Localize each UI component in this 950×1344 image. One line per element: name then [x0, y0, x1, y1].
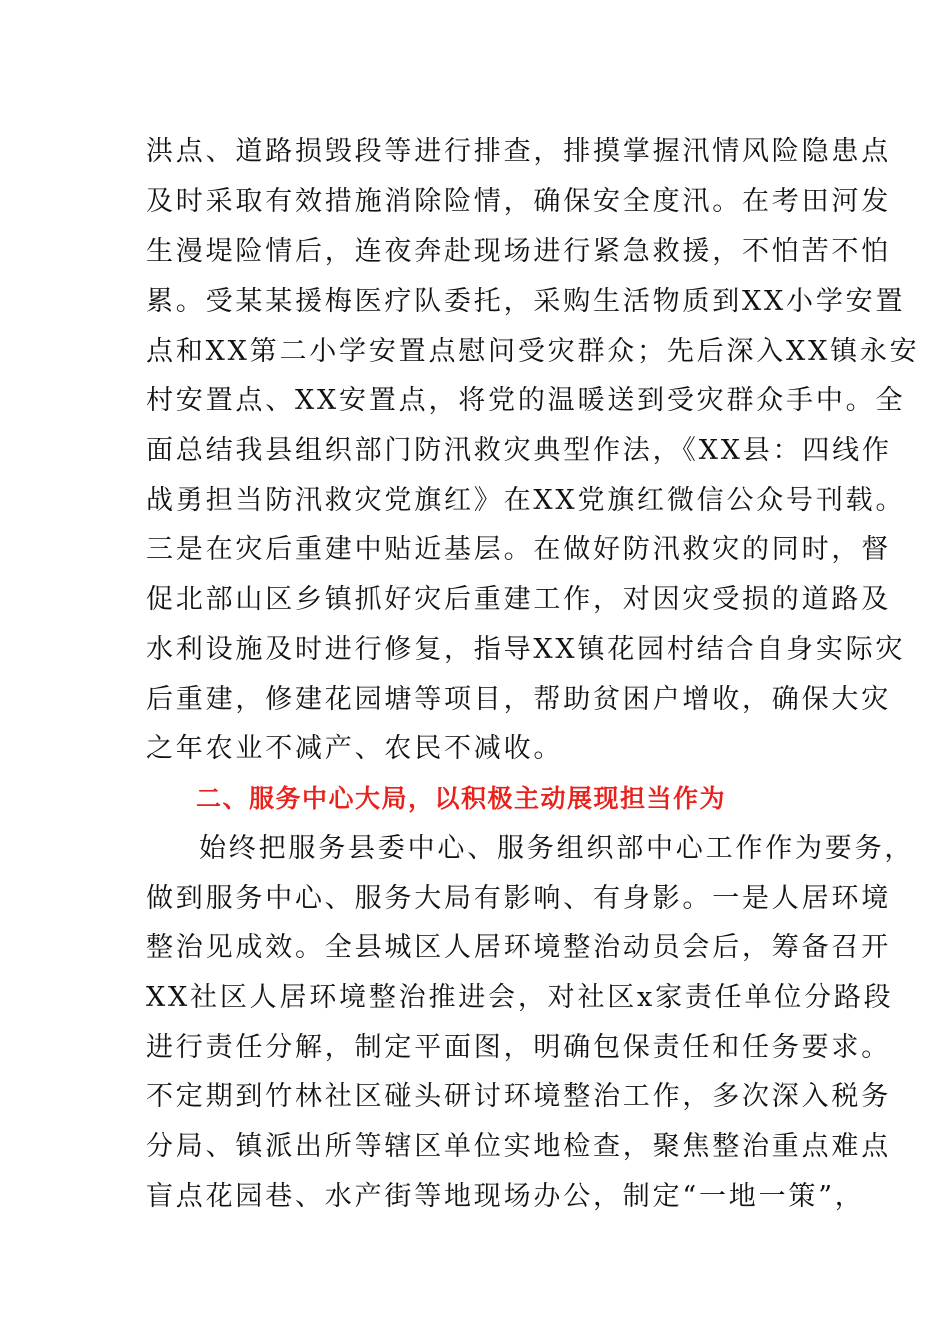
paragraph-line: 进行责任分解，制定平面图，明确包保责任和任务要求。	[146, 1032, 891, 1063]
paragraph-line: 战勇担当防汛救灾党旗红》在XX党旗红微信公众号刊载。	[146, 485, 906, 516]
paragraph-line: 村安置点、XX安置点，将党的温暖送到受灾群众手中。全	[146, 385, 906, 416]
paragraph-line: 盲点花园巷、水产街等地现场办公，制定“一地一策”，	[146, 1181, 865, 1212]
paragraph-line: 分局、镇派出所等辖区单位实地检查，聚焦整治重点难点	[146, 1131, 891, 1162]
paragraph-line: 做到服务中心、服务大局有影响、有身影。一是人居环境	[146, 883, 891, 914]
paragraph-line: XX社区人居环境整治推进会，对社区x家责任单位分路段	[146, 982, 894, 1013]
paragraph-line: 三是在灾后重建中贴近基层。在做好防汛救灾的同时，督	[146, 534, 891, 565]
paragraph-line: 整治见成效。全县城区人居环境整治动员会后，筹备召开	[146, 932, 891, 963]
paragraph-line: 促北部山区乡镇抓好灾后重建工作，对因灾受损的道路及	[146, 584, 891, 615]
paragraph-line: 洪点、道路损毁段等进行排查，排摸掌握汛情风险隐患点	[146, 136, 891, 167]
paragraph-line: 及时采取有效措施消除险情，确保安全度汛。在考田河发	[146, 186, 891, 217]
paragraph-line: 累。受某某援梅医疗队委托，采购生活物质到XX小学安置	[146, 286, 906, 317]
paragraph-line: 之年农业不减产、农民不减收。	[146, 733, 564, 764]
paragraph-line: 生漫堤险情后，连夜奔赴现场进行紧急救援，不怕苦不怕	[146, 236, 891, 267]
paragraph-first-line: 始终把服务县委中心、服务组织部中心工作作为要务，	[199, 833, 915, 864]
paragraph-line: 后重建，修建花园塘等项目，帮助贫困户增收，确保大灾	[146, 684, 891, 715]
section-heading: 二、服务中心大局，以积极主动展现担当作为	[196, 784, 727, 813]
paragraph-line: 水利设施及时进行修复，指导XX镇花园村结合自身实际灾	[146, 634, 906, 665]
paragraph-line: 面总结我县组织部门防汛救灾典型作法，《XX县：四线作	[146, 435, 892, 466]
paragraph-line: 点和XX第二小学安置点慰问受灾群众；先后深入XX镇永安	[146, 336, 920, 367]
paragraph-line: 不定期到竹林社区碰头研讨环境整治工作，多次深入税务	[146, 1081, 891, 1112]
